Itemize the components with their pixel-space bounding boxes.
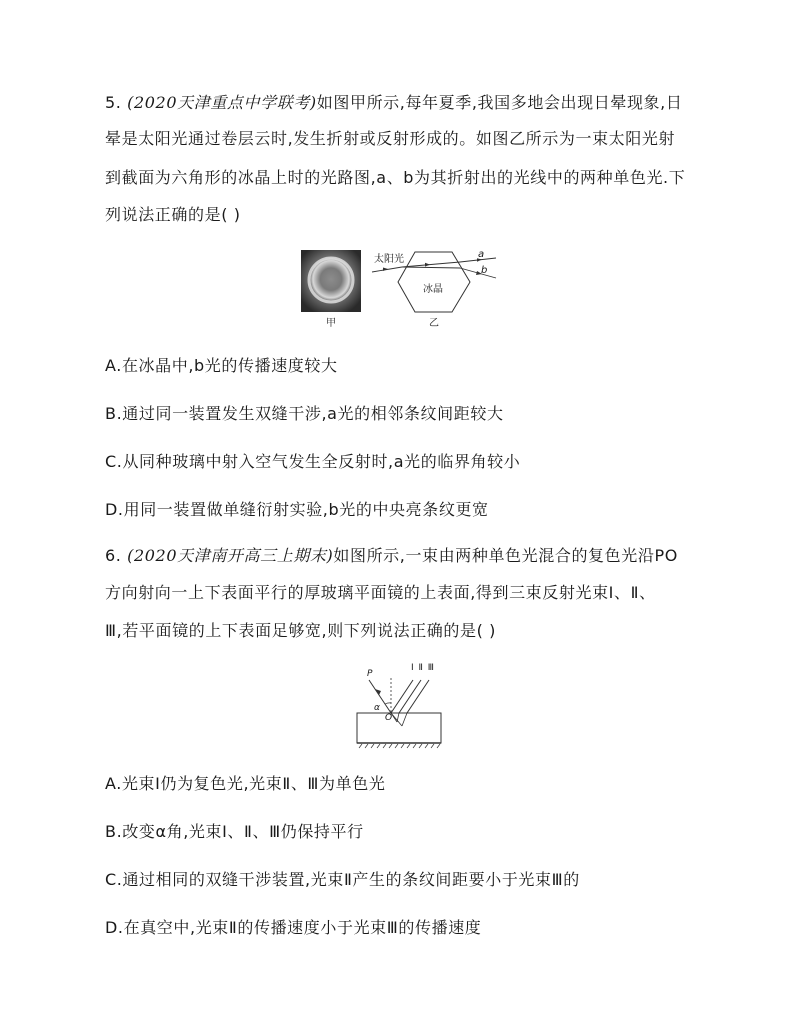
label-p: P — [367, 669, 373, 679]
q5-figure-photo — [301, 250, 361, 312]
beam-labels: Ⅰ Ⅱ Ⅲ — [411, 663, 436, 673]
label-o: O — [385, 713, 393, 723]
q5-text-1: 如图甲所示,每年夏季,我国多地会出现日晕现象,日 — [316, 93, 683, 112]
q5-line-1 — [105, 92, 682, 114]
ray-a-label: a — [478, 249, 485, 260]
q5-figure-diagram — [370, 248, 500, 320]
q6-text-1: 如图所示,一束由两种单色光混合的复色光沿PO — [333, 546, 678, 565]
q5-photo-caption: 甲 — [326, 318, 336, 329]
q5-number: 5. — [105, 93, 122, 112]
q6-source: (2020天津南开高三上期末) — [127, 546, 334, 565]
ice-crystal-label: 冰晶 — [423, 284, 443, 295]
sunlight-label: 太阳光 — [374, 254, 404, 265]
q6-option-b: B.改变α角,光束Ⅰ、Ⅱ、Ⅲ仍保持平行 — [105, 822, 364, 841]
q6-line-3: Ⅲ,若平面镜的上下表面足够宽,则下列说法正确的是( ) — [105, 621, 496, 640]
q6-option-d: D.在真空中,光束Ⅱ的传播速度小于光束Ⅲ的传播速度 — [105, 918, 482, 937]
q5-line-3: 到截面为六角形的冰晶上时的光路图,a、b为其折射出的光线中的两种单色光.下 — [105, 168, 686, 187]
ray-b-label: b — [481, 265, 488, 276]
q6-figure — [355, 660, 445, 752]
q5-line-2: 晕是太阳光通过卷层云时,发生折射或反射形成的。如图乙所示为一束太阳光射 — [105, 129, 676, 148]
q5-option-b: B.通过同一装置发生双缝干涉,a光的相邻条纹间距较大 — [105, 404, 504, 423]
q6-option-c: C.通过相同的双缝干涉装置,光束Ⅱ产生的条纹间距要小于光束Ⅲ的 — [105, 870, 580, 889]
q5-option-c: C.从同种玻璃中射入空气发生全反射时,a光的临界角较小 — [105, 452, 521, 471]
q5-diagram-caption: 乙 — [429, 318, 439, 329]
label-alpha: α — [374, 703, 380, 713]
q5-line-4: 列说法正确的是( ) — [105, 205, 241, 224]
q5-option-d: D.用同一装置做单缝衍射实验,b光的中央亮条纹更宽 — [105, 500, 489, 519]
q6-line-2: 方向射向一上下表面平行的厚玻璃平面镜的上表面,得到三束反射光束Ⅰ、Ⅱ、 — [105, 583, 656, 602]
halo-photo-image — [301, 250, 361, 312]
q5-option-a: A.在冰晶中,b光的传播速度较大 — [105, 356, 338, 375]
q6-option-a: A.光束Ⅰ仍为复色光,光束Ⅱ、Ⅲ为单色光 — [105, 774, 386, 793]
q5-source: (2020天津重点中学联考) — [127, 93, 317, 112]
q6-line-1 — [105, 545, 678, 567]
q6-number: 6. — [105, 546, 122, 565]
